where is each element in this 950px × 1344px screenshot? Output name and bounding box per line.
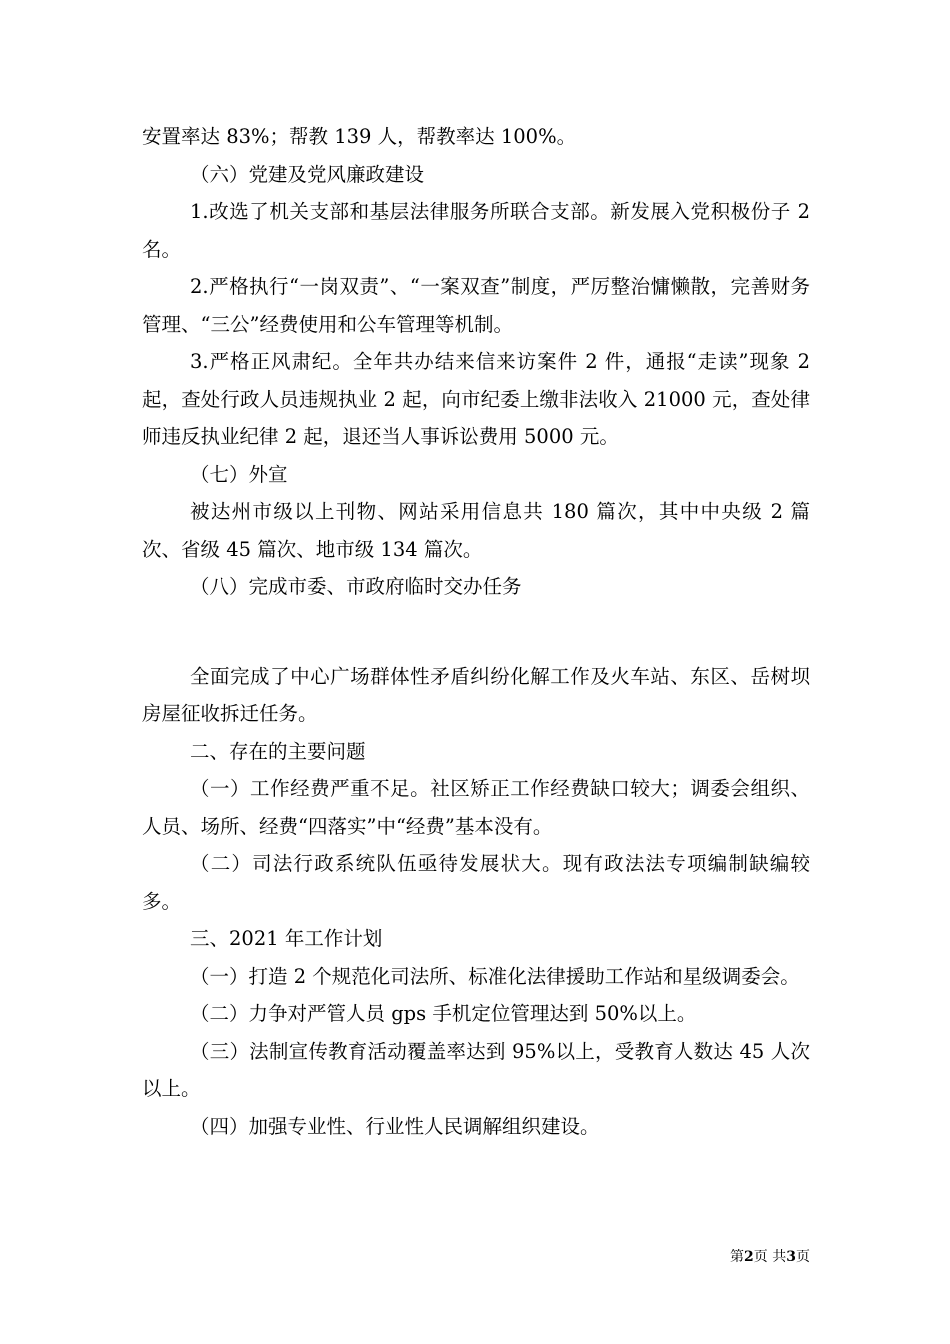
total-page-number: 3 — [786, 1249, 796, 1265]
current-page-number: 2 — [744, 1249, 754, 1265]
paragraph-problem-2: （二）司法行政系统队伍亟待发展状大。现有政法法专项编制缺编较多。 — [142, 852, 810, 913]
section-heading-publicity: （七）外宣 — [190, 462, 288, 486]
section-heading-problems: 二、存在的主要问题 — [190, 739, 366, 763]
section-heading-party-building: （六）党建及党风廉政建设 — [190, 162, 425, 186]
document-body — [142, 118, 810, 1145]
paragraph-gap — [142, 606, 810, 658]
paragraph-problem-1: （一）工作经费严重不足。社区矫正工作经费缺口较大；调委会组织、人员、场所、经费“四落实”中“经费”基本没有。 — [142, 777, 810, 838]
paragraph-plan-3: （三）法制宣传教育活动覆盖率达到 95%以上，受教育人数达 45 人次以上。 — [142, 1039, 810, 1100]
paragraph-item-3: 3.严格正风肃纪。全年共办结来信来访案件 2 件，通报“走读”现象 2 起，查处行政人员违规执业 2 起，向市纪委上缴非法收入 21000 元，查处律师违反执业纪律 2 起，退还当人事诉讼费用 5000 元。 — [142, 350, 810, 448]
paragraph-plan-4: （四）加强专业性、行业性人民调解组织建设。 — [190, 1114, 600, 1138]
paragraph-publicity: 被达州市级以上刊物、网站采用信息共 180 篇次，其中中央级 2 篇次、省级 45 篇次、地市级 134 篇次。 — [142, 500, 810, 561]
section-heading-temporary-tasks: （八）完成市委、市政府临时交办任务 — [190, 575, 522, 598]
paragraph-item-1: 1.改选了机关支部和基层法律服务所联合支部。新发展入党积极份子 2 名。 — [142, 200, 810, 261]
paragraph-temporary-tasks: 全面完成了中心广场群体性矛盾纠纷化解工作及火车站、东区、岳树坝房屋征收拆迁任务。 — [142, 664, 810, 725]
paragraph-plan-2: （二）力争对严管人员 gps 手机定位管理达到 50%以上。 — [190, 1002, 697, 1025]
paragraph-continuation: 安置率达 83%；帮教 139 人，帮教率达 100%。 — [142, 125, 577, 148]
section-heading-plan: 三、2021 年工作计划 — [190, 927, 383, 950]
paragraph-item-2: 2.严格执行“一岗双责”、“一案双查”制度，严厉整治慵懒散，完善财务管理、“三公”经费使用和公车管理等机制。 — [142, 275, 810, 336]
page-number: 第2页 共3页 — [730, 1249, 810, 1265]
paragraph-plan-1: （一）打造 2 个规范化司法所、标准化法律援助工作站和星级调委会。 — [190, 964, 800, 988]
